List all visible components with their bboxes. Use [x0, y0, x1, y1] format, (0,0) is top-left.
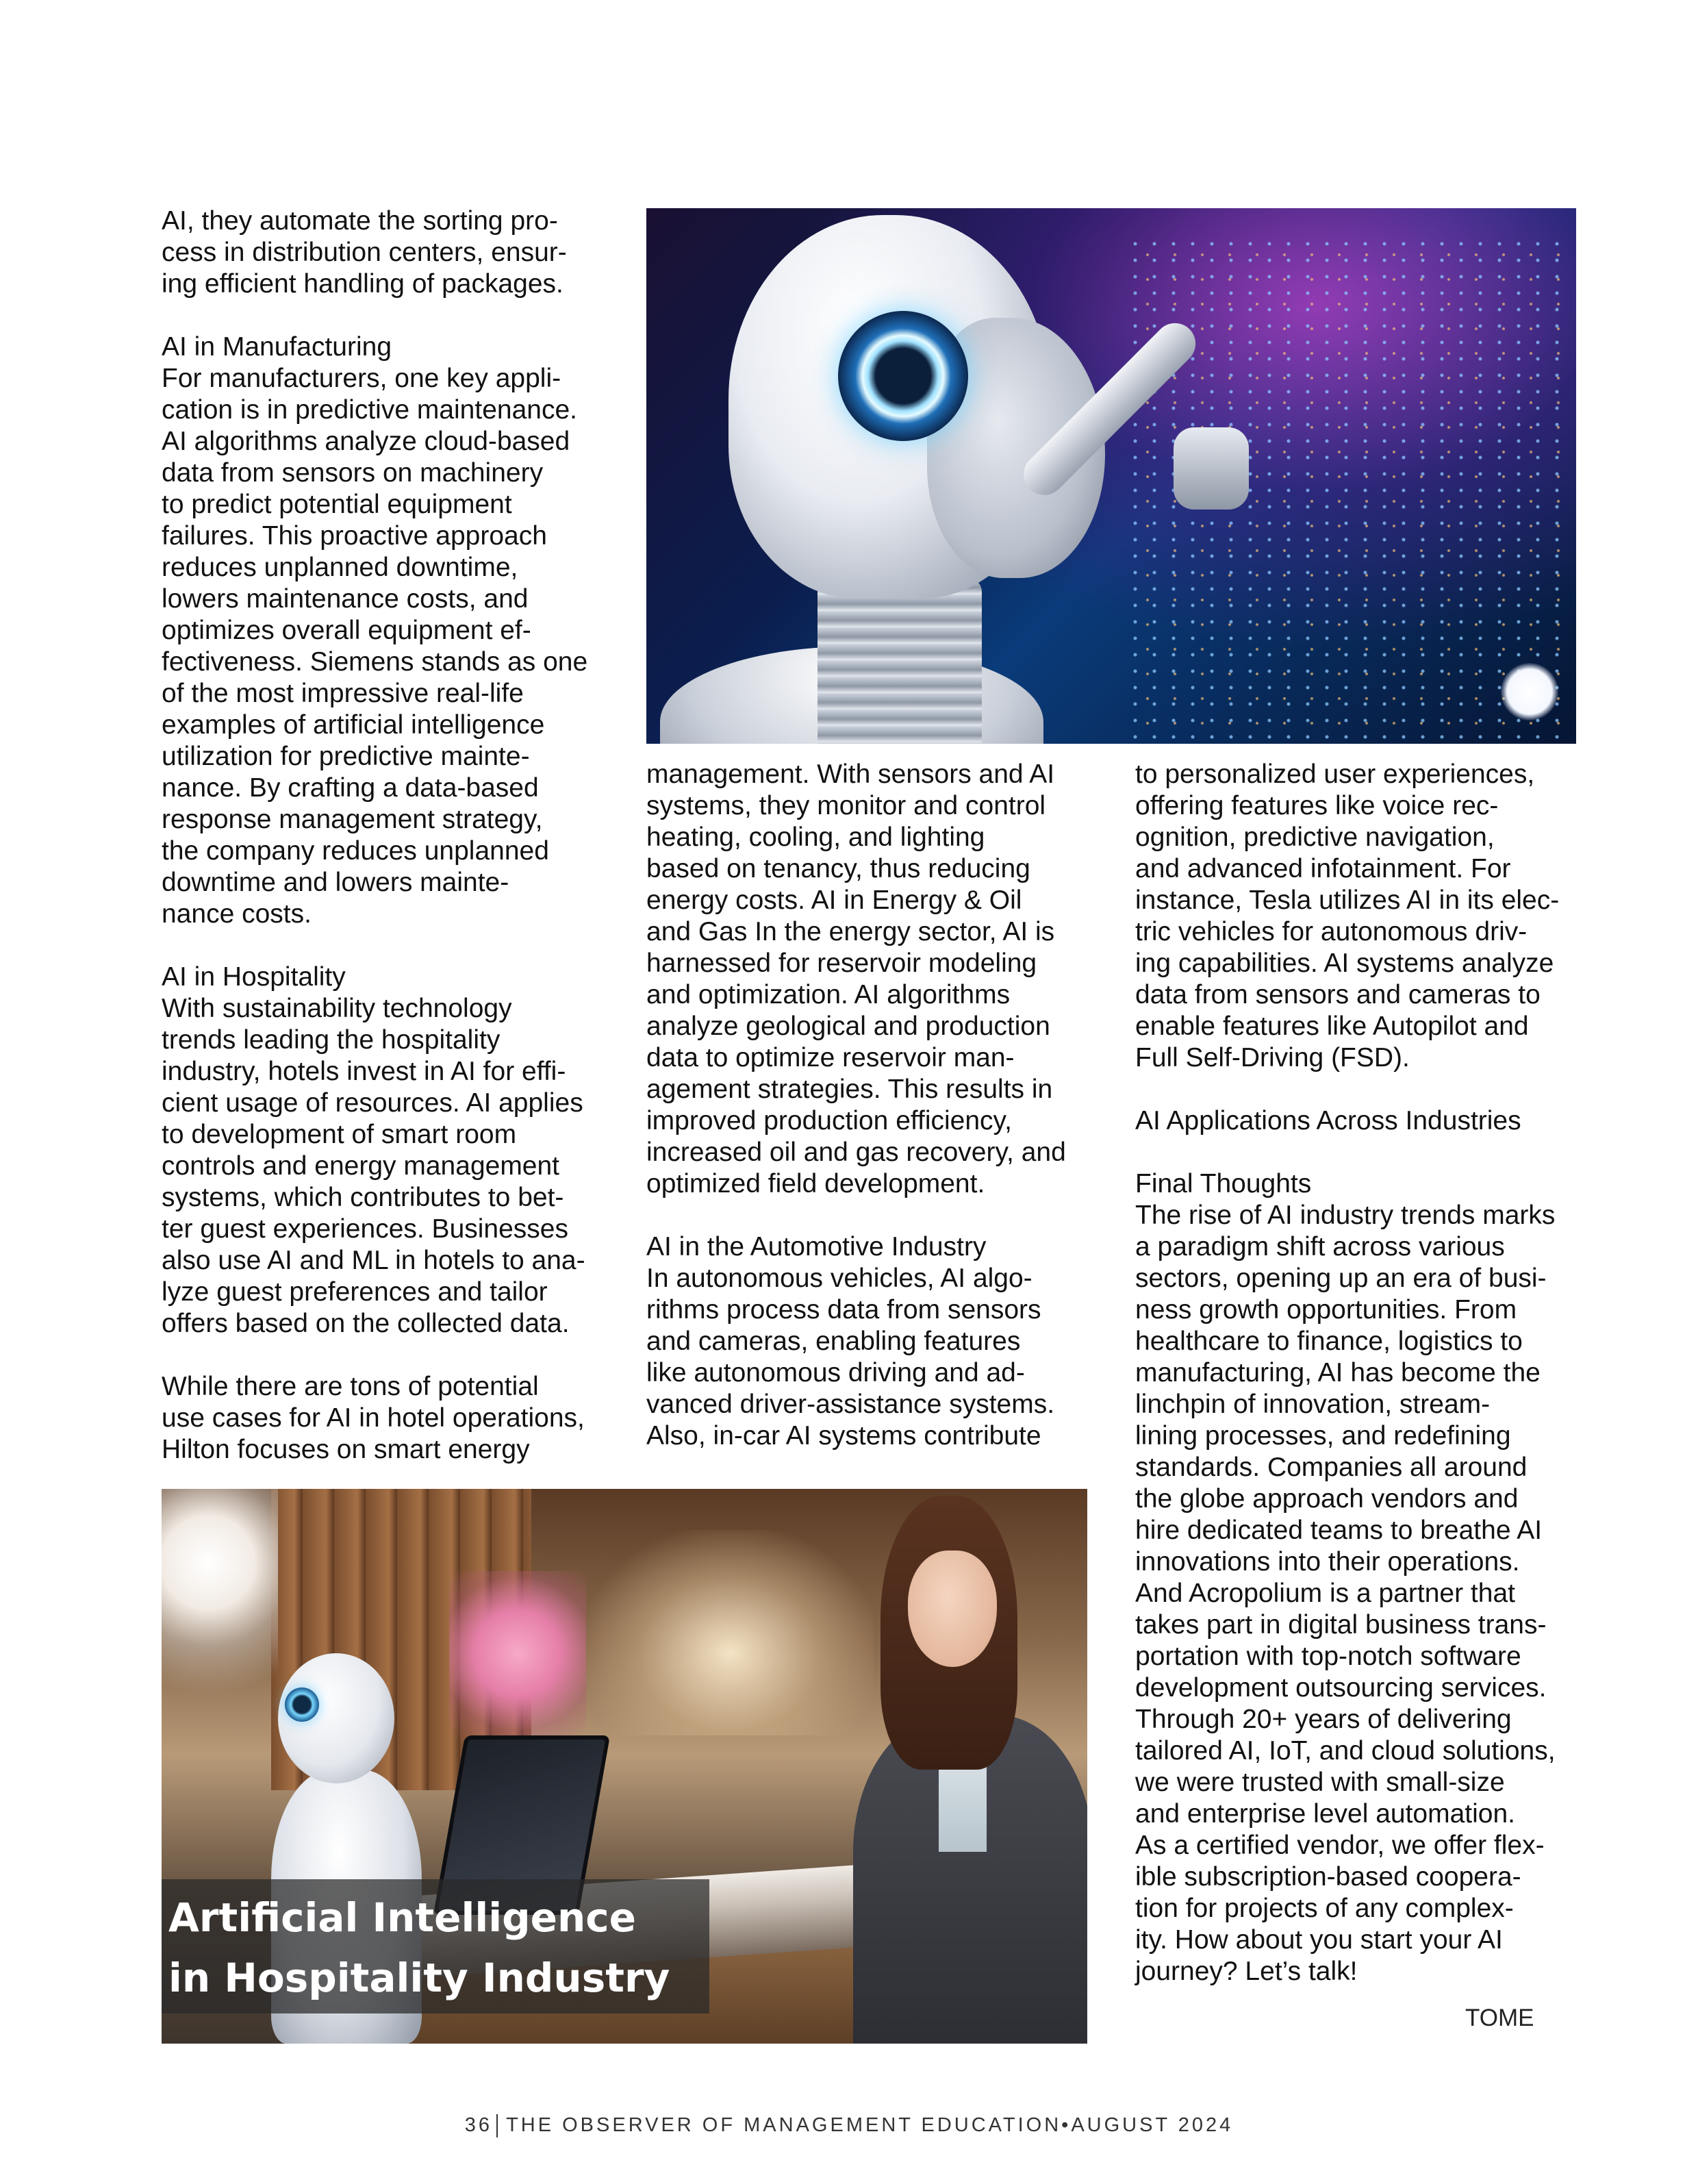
footer-bullet: • — [1061, 2114, 1072, 2136]
page-number: 36 — [464, 2114, 493, 2136]
article-column-3 — [1135, 759, 1587, 1987]
automotive-paragraph: In autonomous vehicles, AI algo- rithms process data from sensors and cameras, enabling features like autonomous driving and ad- vanced driver-assistance systems. Also, in-car AI systems contribute — [646, 1264, 1055, 1451]
receptionist-face — [908, 1551, 997, 1667]
manufacturing-heading: AI in Manufacturing — [162, 332, 392, 362]
issue-date: AUGUST 2024 — [1071, 2114, 1234, 2136]
white-flowers — [162, 1489, 278, 1735]
publication-name: THE OBSERVER OF MANAGEMENT EDUCATION — [506, 2114, 1062, 2136]
hospitality-heading: AI in Hospitality — [162, 962, 346, 992]
author-name: TOME — [1465, 2005, 1534, 2031]
footer-divider — [496, 2114, 498, 2137]
final-thoughts-paragraph: The rise of AI industry trends marks a paradigm shift across various sectors, opening up an era of busi- ness growth opportunities. From healthcare to finance, logistics to manufacturing, AI has become the linchpin of innovation, stream- lining processes, and redefining standards. Companies all around the globe approach vendors and hire dedicated teams to breathe AI innovations into their operations. And Acropolium is a partner that takes part in digital business trans- portation with top-notch software development outsourcing services. Through 20+ years of delivering tailored AI, IoT, and cloud solutions, we were trusted with small-size and enterprise level automation. As a certified vendor, we offer flex- ible subscription-based coopera- tion for projects of any complex- ity. How about you start your AI journey? Let’s talk! — [1135, 1201, 1556, 1986]
page-footer — [0, 2114, 1698, 2137]
robot-hand — [1174, 427, 1249, 510]
automotive-continued-paragraph: to personalized user experiences, offering features like voice rec- ognition, predictive navigation, and advanced infotainment. For instance, Tesla utilizes AI in its elec- tric vehicles for autonomous driv- ing capabilities. AI systems analyze data from sensors and cameras to enable features like Autopilot and Full Self-Driving (FSD). — [1135, 760, 1560, 1072]
applications-heading: AI Applications Across Industries — [1135, 1106, 1521, 1135]
article-column-2 — [646, 759, 1091, 1452]
caption-line-2: in Hospitality Industry — [168, 1955, 670, 2001]
caption-line-1: Artificial Intelligence — [168, 1894, 637, 1941]
lobby-light — [586, 1530, 874, 1735]
sorting-paragraph: AI, they automate the sorting pro- cess in distribution centers, ensur- ing efficient handling of packages. — [162, 206, 567, 299]
manufacturing-paragraph: For manufacturers, one key appli- cation is in predictive maintenance. AI algorithms analyze cloud-based data from sensors on machinery to predict potential equipment failures. This proactive approach reduces unplanned downtime, lowers maintenance costs, and optimizes overall equipment ef- fectiveness. Siemens stands as one of the most impressive real-life examples of artificial intelligence utilization for predictive mainte- nance. By crafting a data-based response management strategy, the company reduces unplanned downtime and lowers mainte- nance costs. — [162, 364, 588, 929]
article-column-1 — [162, 205, 607, 1466]
final-thoughts-heading: Final Thoughts — [1135, 1169, 1312, 1198]
hospitality-robot-photo — [162, 1489, 1087, 2044]
hotel-operations-paragraph: While there are tons of potential use cases for AI in hotel operations, Hilton focuses on smart energy — [162, 1372, 585, 1464]
service-robot-eye — [285, 1687, 319, 1722]
image-caption — [168, 1887, 709, 2008]
hospitality-paragraph: With sustainability technology trends leading the hospitality industry, hotels invest in AI for effi- cient usage of resources. AI applies to development of smart room controls and energy management systems, which contributes to bet- ter guest experiences. Businesses also use AI and ML in hotels to ana- lyze guest preferences and tailor offers based on the collected data. — [162, 994, 585, 1338]
robot-glowing-eye — [838, 311, 968, 441]
automotive-heading: AI in the Automotive Industry — [646, 1232, 987, 1262]
energy-paragraph: management. With sensors and AI systems, they monitor and control heating, cooling, and lighting based on tenancy, thus reducing energy costs. AI in Energy & Oil and Gas In the energy sector, AI is harnessed for reservoir modeling and optimization. AI algorithms analyze geological and production data to optimize reservoir man- agement strategies. This results in improved production efficiency, increased oil and gas recovery, and optimized field development. — [646, 760, 1066, 1198]
glowing-light-dot — [1501, 663, 1558, 720]
ai-robot-photo — [646, 208, 1576, 744]
robot-neck — [818, 578, 982, 744]
